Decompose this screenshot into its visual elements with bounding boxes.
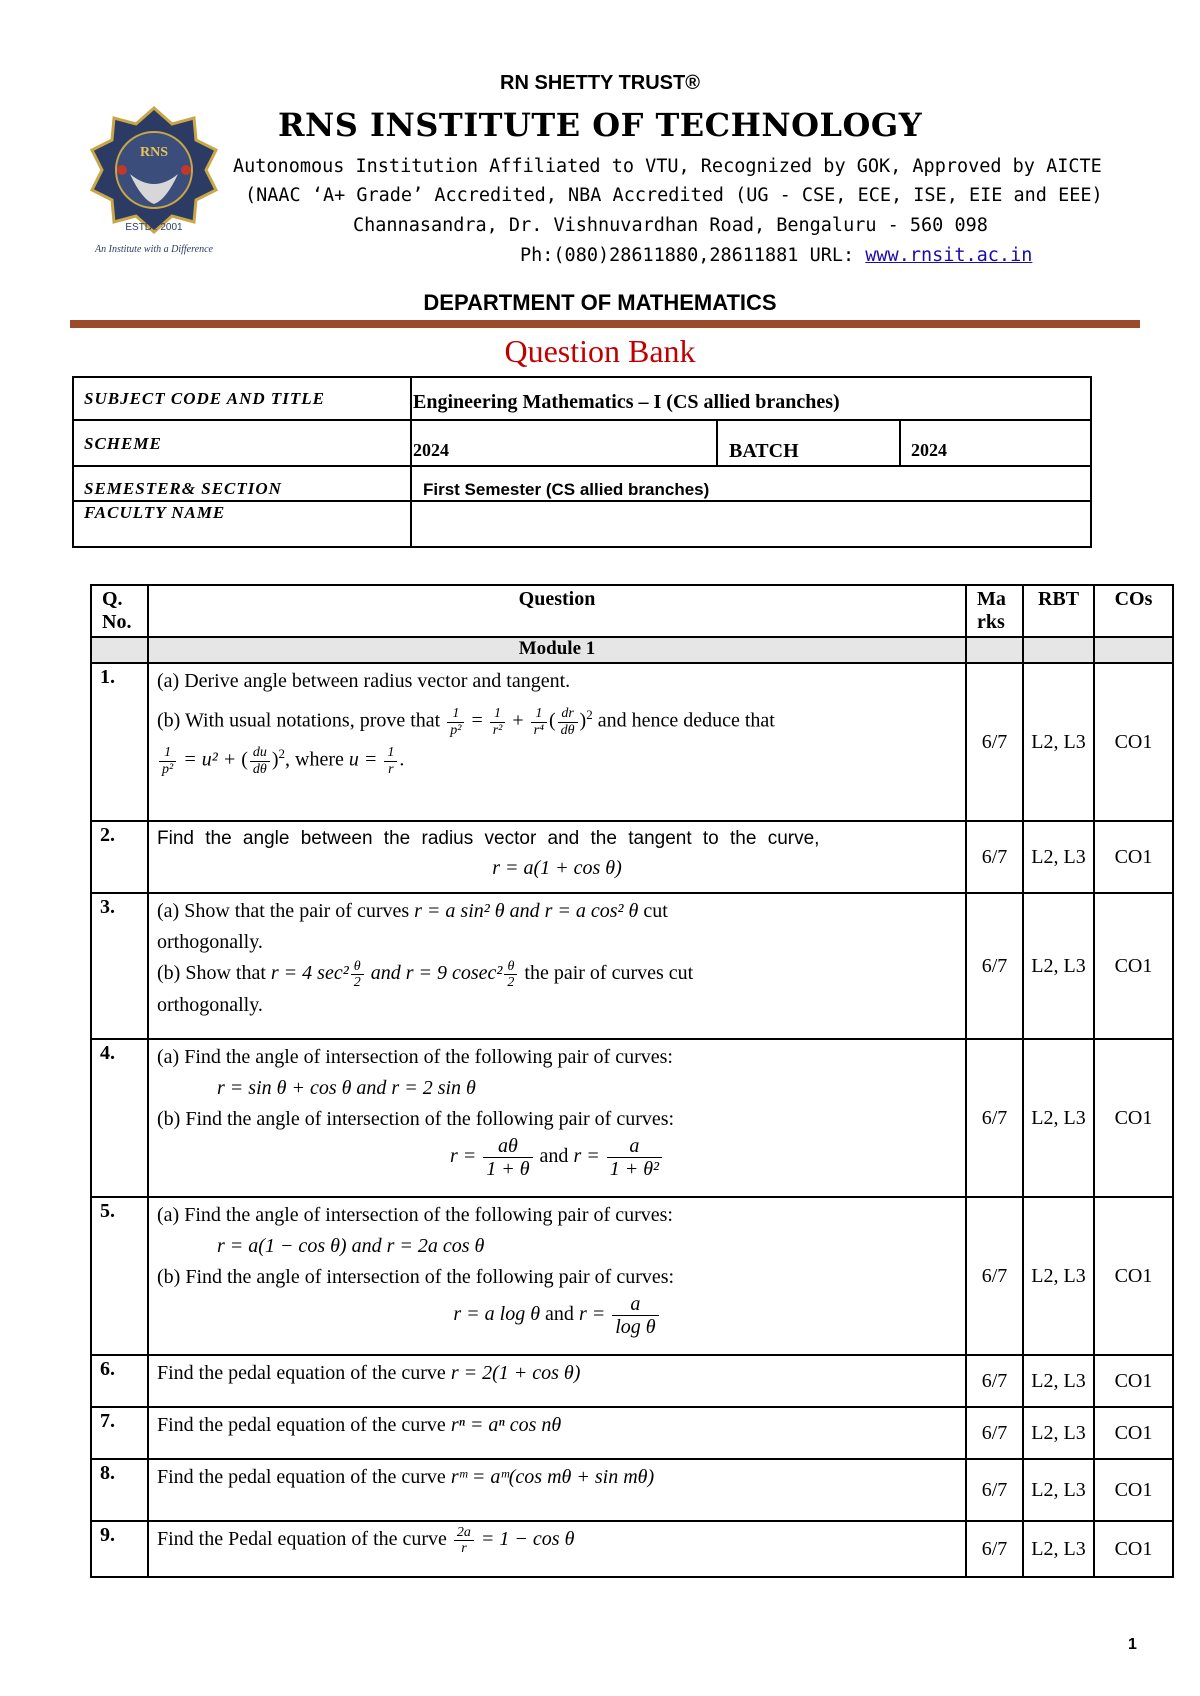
question-number: 2. [91, 821, 148, 893]
equation: r = a sin² θ and r = a cos² θ [414, 900, 639, 922]
header-marks: Ma rks [966, 585, 1023, 637]
institute-name: RNS INSTITUTE OF TECHNOLOGY [277, 106, 923, 144]
table-row [91, 1197, 1173, 1355]
equation: r = a log θ and r = $\frac{a}{\text{log θ}}$ [157, 1293, 957, 1338]
marks: 6/7 [966, 1355, 1023, 1407]
question-text [148, 1459, 966, 1521]
batch-value: 2024 [911, 440, 947, 460]
question-part: $\frac{1}{\text{p²}}$ = u² + ( $\frac{du}{d\theta}$ )$^2$, where u = $\frac{1}{r}$ . [157, 744, 957, 777]
svg-text:ESTD : 2001: ESTD : 2001 [125, 222, 183, 233]
course-outcome: CO1 [1094, 1459, 1173, 1521]
rbt-level: L2, L3 [1023, 1407, 1094, 1459]
question-part-text: (a) Show that the pair of curves [157, 900, 415, 922]
question-part-text: Find the pedal equation of the curve [157, 1466, 451, 1488]
question-part: Find the angle between the radius vector and the tangent to the curve, [157, 828, 820, 849]
course-outcome: CO1 [1094, 663, 1173, 821]
equation: r = sin θ + cos θ and r = 2 sin θ [217, 1077, 476, 1099]
scheme-value: 2024 [413, 440, 449, 460]
question-part-text: (b) Show that [157, 962, 271, 984]
rbt-level: L2, L3 [1023, 1459, 1094, 1521]
question-part: (b) Find the angle of intersection of the following pair of curves: [157, 1108, 675, 1130]
website-link[interactable]: www.rnsit.ac.in [865, 245, 1033, 266]
marks: 6/7 [966, 1407, 1023, 1459]
question-number: 4. [91, 1039, 148, 1197]
module-title: Module 1 [148, 637, 966, 663]
question-part: (b) Find the angle of intersection of the following pair of curves: [157, 1266, 675, 1288]
phone-text: Ph:(080)28611880,28611881 URL: [520, 245, 866, 266]
question-text: Find the Pedal equation of the curve $\frac{2a}{r}$ = 1 − cos θ [148, 1521, 966, 1577]
question-text [148, 1197, 966, 1355]
question-part-text: the pair of curves cut [519, 962, 694, 984]
equation: = 1 − cos θ [475, 1528, 575, 1550]
table-header-row [91, 585, 1173, 637]
header-rbt: RBT [1023, 585, 1094, 637]
question-number: 1. [91, 663, 148, 821]
equation: rⁿ = aⁿ cos nθ [450, 1414, 562, 1436]
subject-value: Engineering Mathematics – I (CS allied branches) [413, 391, 840, 413]
question-text [148, 1355, 966, 1407]
equation: r = a(1 + cos θ) [492, 857, 622, 880]
question-text [148, 821, 966, 893]
equation: rᵐ = aᵐ(cos mθ + sin mθ) [450, 1466, 655, 1488]
address-line: Channasandra, Dr. Vishnuvardhan Road, Bengaluru - 560 098 [353, 215, 988, 236]
rbt-level: L2, L3 [1023, 663, 1094, 821]
faculty-label: FACULTY NAME [84, 503, 226, 522]
accreditation-line: (NAAC ‘A+ Grade’ Accredited, NBA Accredited (UG - CSE, ECE, ISE, EIE and EEE) [245, 185, 1103, 206]
question-part: orthogonally. [157, 994, 263, 1017]
course-outcome: CO1 [1094, 1521, 1173, 1577]
question-part-text: Find the pedal equation of the curve [157, 1414, 451, 1436]
equation: r = $\frac{a\theta}{1 + \theta}$ and r = $\frac{a}{\text{1 + θ²}}$ [157, 1135, 957, 1180]
question-part: (b) With usual notations, prove that $\frac{1}{\text{p²}}$ = $\frac{1}{\text{r²}}$ + $\frac{1}{\text{r⁴}}$ ( $\frac{dr}{d\theta}$ )$^2$ and hence deduce that [157, 706, 775, 738]
batch-label: BATCH [729, 440, 799, 462]
module-row [91, 637, 1173, 663]
table-row [91, 1459, 1173, 1521]
course-outcome: CO1 [1094, 893, 1173, 1039]
semester-value: First Semester (CS allied branches) [423, 480, 710, 499]
marks: 6/7 [966, 663, 1023, 821]
questions-table [90, 584, 1174, 1578]
table-row [91, 1355, 1173, 1407]
rbt-level: L2, L3 [1023, 1521, 1094, 1577]
rbt-level: L2, L3 [1023, 893, 1094, 1039]
marks: 6/7 [966, 1039, 1023, 1197]
equation: r = a(1 − cos θ) and r = 2a cos θ [217, 1235, 485, 1257]
question-text [148, 1407, 966, 1459]
course-outcome: CO1 [1094, 1355, 1173, 1407]
table-row [91, 1039, 1173, 1197]
course-outcome: CO1 [1094, 1197, 1173, 1355]
table-row [91, 1521, 1173, 1577]
question-part-text: Find the pedal equation of the curve [157, 1362, 451, 1384]
header-cos: COs [1094, 585, 1173, 637]
question-number: 3. [91, 893, 148, 1039]
question-part: (a) Derive angle between radius vector and tangent. [157, 670, 571, 692]
document-title: Question Bank [504, 333, 696, 369]
question-part-text: , where [285, 748, 349, 771]
course-outcome: CO1 [1094, 1039, 1173, 1197]
question-part-text: and hence deduce that [597, 709, 775, 732]
header-divider [70, 320, 1140, 328]
course-outcome: CO1 [1094, 821, 1173, 893]
question-text [148, 663, 966, 821]
rbt-level: L2, L3 [1023, 1039, 1094, 1197]
question-part: orthogonally. [157, 931, 263, 953]
svg-text:An Institute with a Difference: An Institute with a Difference [95, 244, 213, 255]
trust-name: RN SHETTY TRUST® [500, 72, 700, 94]
question-part-text: (b) With usual notations, prove that [157, 709, 446, 732]
question-part-text: Find the Pedal equation of the curve [157, 1528, 452, 1550]
question-number: 7. [91, 1407, 148, 1459]
question-part-text: cut [638, 900, 668, 922]
marks: 6/7 [966, 893, 1023, 1039]
question-part: (a) Find the angle of intersection of the following pair of curves: [157, 1204, 673, 1226]
question-number: 9. [91, 1521, 148, 1577]
table-row [91, 821, 1173, 893]
subject-label: SUBJECT CODE AND TITLE [84, 389, 325, 408]
page-number: 1 [1128, 1636, 1137, 1653]
department-title: DEPARTMENT OF MATHEMATICS [423, 290, 777, 315]
rbt-level: L2, L3 [1023, 1197, 1094, 1355]
scheme-label: SCHEME [84, 434, 162, 453]
header-qno: Q. No. [91, 585, 148, 637]
question-number: 5. [91, 1197, 148, 1355]
svg-text:RNS: RNS [139, 145, 169, 160]
marks: 6/7 [966, 1197, 1023, 1355]
semester-label: SEMESTER& SECTION [84, 479, 282, 498]
table-row [91, 663, 1173, 821]
question-part: (b) Show that r = 4 sec² $\frac{\theta}{2}$ and r = 9 cosec² $\frac{\theta}{2}$ the pair of curves cut [157, 958, 694, 990]
marks: 6/7 [966, 1521, 1023, 1577]
contact-line [520, 245, 1032, 266]
question-number: 6. [91, 1355, 148, 1407]
header-question: Question [148, 585, 966, 637]
question-text [148, 893, 966, 1039]
table-row [91, 893, 1173, 1039]
rbt-level: L2, L3 [1023, 821, 1094, 893]
table-row [91, 1407, 1173, 1459]
equation: r = 2(1 + cos θ) [450, 1362, 581, 1384]
question-number: 8. [91, 1459, 148, 1521]
rbt-level: L2, L3 [1023, 1355, 1094, 1407]
question-part [157, 896, 957, 927]
question-part: (a) Find the angle of intersection of the following pair of curves: [157, 1046, 673, 1068]
marks: 6/7 [966, 821, 1023, 893]
marks: 6/7 [966, 1459, 1023, 1521]
affiliation-line: Autonomous Institution Affiliated to VTU, Recognized by GOK, Approved by AICTE [233, 156, 1102, 177]
question-text [148, 1039, 966, 1197]
course-outcome: CO1 [1094, 1407, 1173, 1459]
